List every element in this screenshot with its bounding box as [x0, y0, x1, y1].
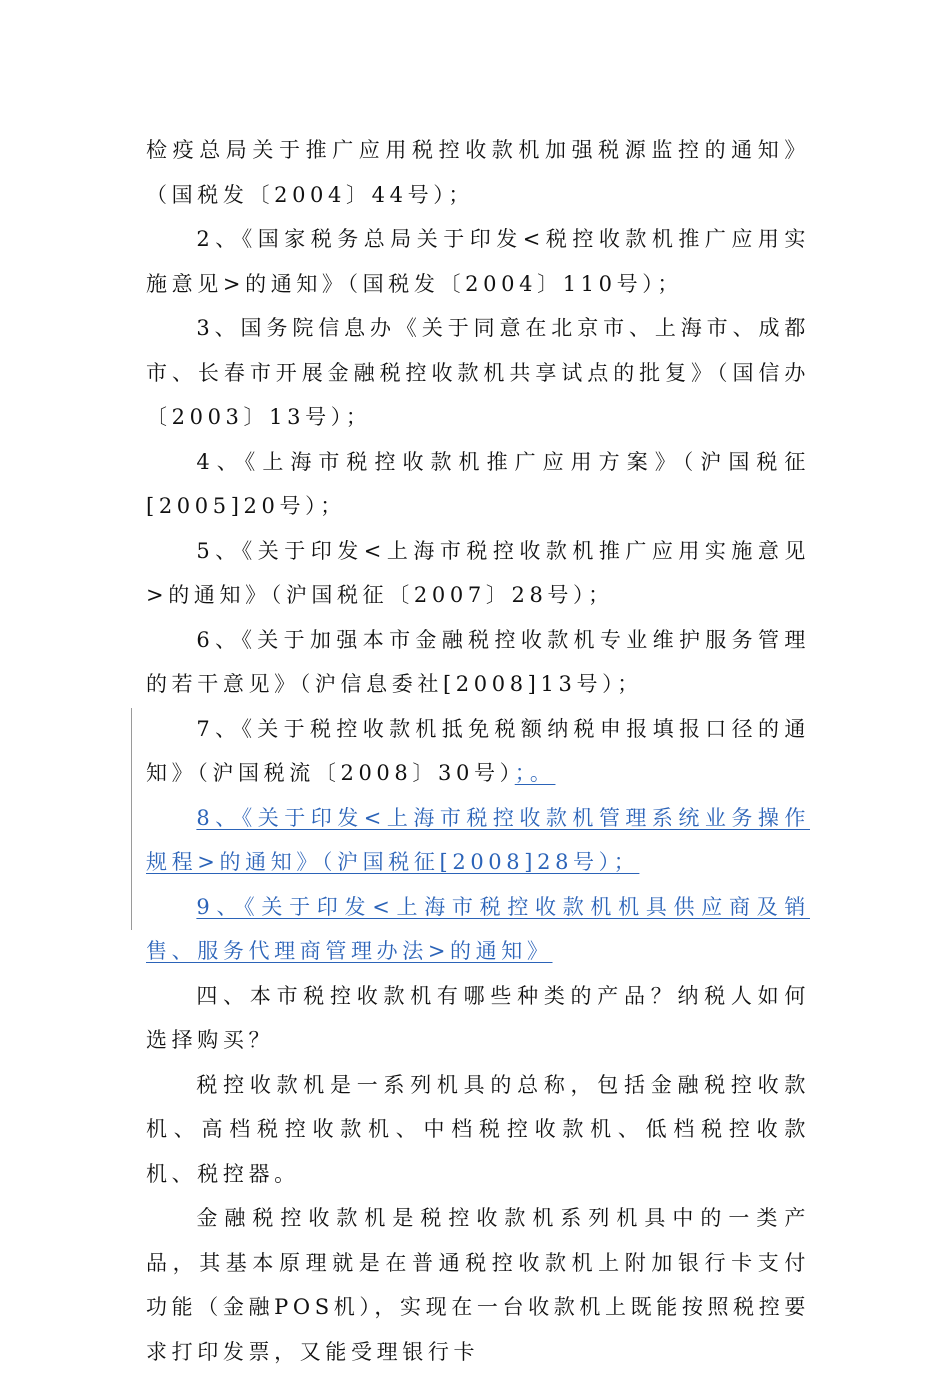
paragraph-6: 6、《关于加强本市金融税控收款机专业维护服务管理的若干意见》（沪信息委社[2008]13号）； — [146, 627, 810, 696]
paragraph-7-text: 7、《关于税控收款机抵免税额纳税申报填报口径的通知》（沪国税流〔2008〕30号） — [146, 716, 810, 785]
paragraph-8-revised: 8、《关于印发<上海市税控收款机管理系统业务操作规程>的通知》（沪国税征[2008]28号）； — [146, 805, 810, 874]
paragraph-5: 5、《关于印发<上海市税控收款机推广应用实施意见>的通知》（沪国税征〔2007〕28号）； — [146, 538, 810, 607]
paragraph-7-revised-suffix: ；。 — [514, 761, 556, 785]
paragraph-2: 2、《国家税务总局关于印发<税控收款机推广应用实施意见>的通知》（国税发〔2004〕110号）； — [146, 227, 810, 296]
paragraph-3: 3、国务院信息办《关于同意在北京市、上海市、成都市、长春市开展金融税控收款机共享试点的批复》（国信办〔2003〕13号）； — [146, 316, 810, 429]
revision-change-bar — [131, 708, 132, 930]
paragraph-1: 检疫总局关于推广应用税控收款机加强税源监控的通知》（国税发〔2004〕44号）； — [146, 138, 810, 207]
paragraph-11: 税控收款机是一系列机具的总称，包括金融税控收款机、高档税控收款机、中档税控收款机、低档税控收款机、税控器。 — [146, 1072, 810, 1186]
document-body — [146, 128, 810, 1374]
paragraph-12: 金融税控收款机是税控收款机系列机具中的一类产品，其基本原理就是在普通税控收款机上附加银行卡支付功能（金融POS机），实现在一台收款机上既能按照税控要求打印发票，又能受理银行卡 — [146, 1206, 810, 1364]
paragraph-4: 4、《上海市税控收款机推广应用方案》（沪国税征[2005]20号）； — [146, 449, 810, 518]
section-heading-4: 四、本市税控收款机有哪些种类的产品？纳税人如何选择购买？ — [146, 983, 810, 1052]
paragraph-7 — [146, 707, 810, 796]
paragraph-9-revised: 9、《关于印发<上海市税控收款机机具供应商及销售、服务代理商管理办法>的通知》 — [146, 894, 810, 963]
